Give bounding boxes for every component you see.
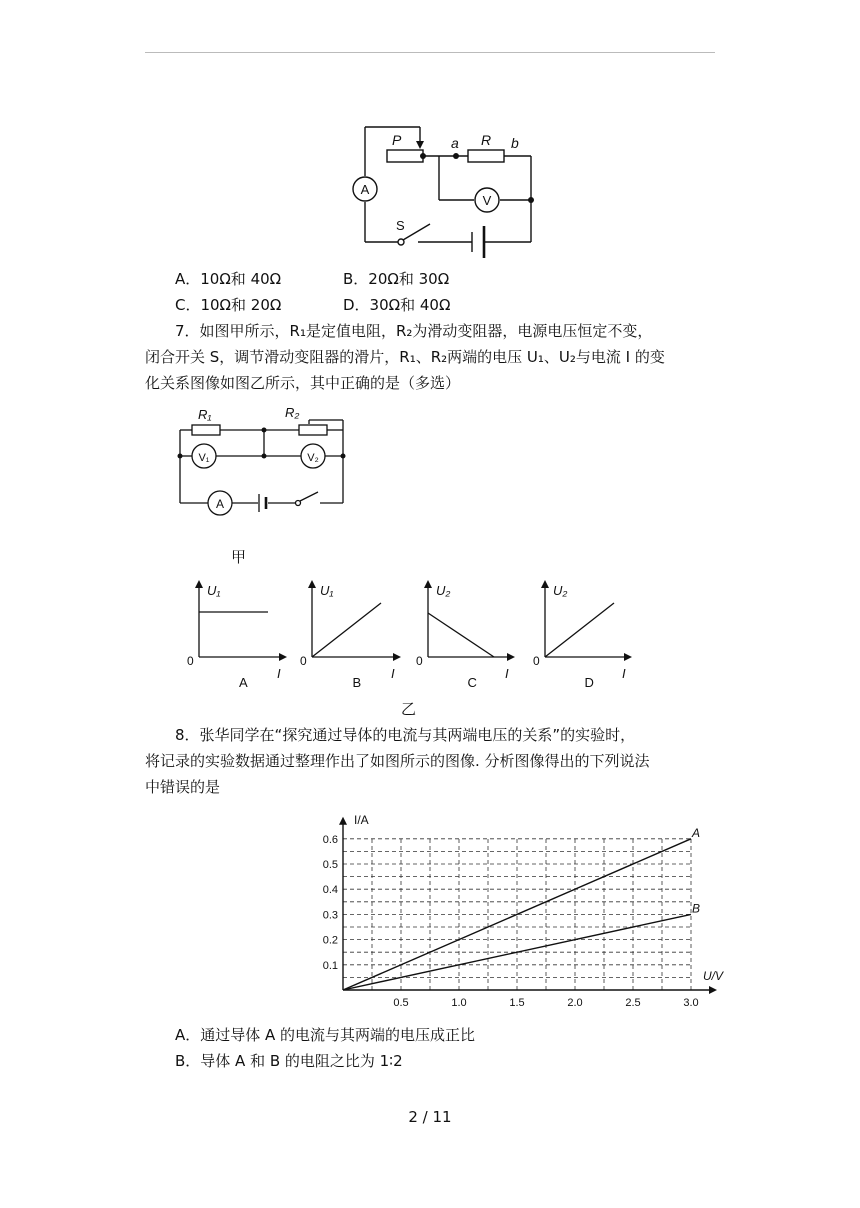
resistor-label: R xyxy=(481,132,492,148)
x-tick-label: 1.5 xyxy=(509,997,525,1009)
fig-jia-caption: 甲 xyxy=(231,548,247,566)
node-b-label: b xyxy=(511,135,519,151)
series-label-a: A xyxy=(692,825,701,840)
q7-text-line1: 7．如图甲所示，R₁是定值电阻，R₂为滑动变阻器，电源电压恒定不变， xyxy=(175,322,653,340)
y-axis-arrow-icon xyxy=(339,817,347,825)
slider-label: P xyxy=(392,132,402,148)
r2-label: R₂ xyxy=(285,405,300,420)
graph-y-label: U₁ xyxy=(320,583,334,598)
q6-option-c: C．10Ω和 20Ω xyxy=(175,296,282,314)
x-axis-label: U/V xyxy=(703,969,724,983)
q8-text-line1: 8．张华同学在“探究通过导体的电流与其两端电压的关系”的实验时， xyxy=(175,726,636,744)
x-tick-label: 1.0 xyxy=(451,997,467,1009)
graph-x-label: I xyxy=(505,666,509,681)
y-tick-label: 0.4 xyxy=(322,884,338,897)
y-axis-label: I/A xyxy=(354,812,369,827)
series-label-b: B xyxy=(692,901,701,916)
node-a-label: a xyxy=(451,135,459,151)
x-tick-label: 0.5 xyxy=(393,997,409,1009)
graph-y-label: U₂ xyxy=(436,583,451,598)
q7-text-line2: 闭合开关 S，调节滑动变阻器的滑片，R₁、R₂两端的电压 U₁、U₂与电流 I 的变 xyxy=(145,348,665,366)
graph-origin-label: 0 xyxy=(533,654,540,668)
switch-label: S xyxy=(396,218,405,233)
graph-caption: B xyxy=(352,675,362,690)
graph-caption: C xyxy=(467,675,477,690)
q7-text-line3: 化关系图像如图乙所示，其中正确的是（多选） xyxy=(145,374,461,392)
q8-option-a: A．通过导体 A 的电流与其两端的电压成正比 xyxy=(175,1026,476,1044)
fig-yi-caption: 乙 xyxy=(401,700,417,718)
graph-origin-label: 0 xyxy=(300,654,307,668)
x-axis-arrow-icon xyxy=(709,986,717,994)
graph-origin-label: 0 xyxy=(416,654,423,668)
x-tick-label: 3.0 xyxy=(683,997,699,1009)
voltmeter-label: V xyxy=(482,193,492,208)
y-tick-label: 0.3 xyxy=(322,909,338,922)
page-number: 2 / 11 xyxy=(408,1108,452,1126)
graph-x-label: I xyxy=(622,666,626,681)
graph-y-label: U₂ xyxy=(553,583,568,598)
y-tick-label: 0.5 xyxy=(322,859,338,871)
graph-origin-label: 0 xyxy=(187,654,194,668)
q8-option-b: B．导体 A 和 B 的电阻之比为 1∶2 xyxy=(175,1052,403,1070)
y-tick-label: 0.2 xyxy=(322,934,338,947)
v2-label: V₂ xyxy=(307,452,319,464)
graph-x-label: I xyxy=(277,666,281,681)
graph-caption: A xyxy=(239,675,248,690)
y-tick-label: 0.1 xyxy=(322,959,338,972)
q6-option-b: B．20Ω和 30Ω xyxy=(343,270,450,288)
graph-caption: D xyxy=(584,675,594,690)
r1-label: R₁ xyxy=(198,407,212,422)
x-tick-label: 2.5 xyxy=(625,997,641,1009)
graph-y-label: U₁ xyxy=(207,583,221,598)
x-tick-label: 2.0 xyxy=(567,997,583,1009)
graph-x-label: I xyxy=(391,666,395,681)
q8-text-line2: 将记录的实验数据通过整理作出了如图所示的图像. 分析图像得出的下列说法 xyxy=(145,752,650,770)
q8-text-line3: 中错误的是 xyxy=(145,778,221,796)
q7-ammeter-label: A xyxy=(215,497,225,511)
q6-option-a: A．10Ω和 40Ω xyxy=(175,270,282,288)
v1-label: V₁ xyxy=(198,452,210,464)
ammeter-label: A xyxy=(360,182,370,197)
q6-option-d: D．30Ω和 40Ω xyxy=(343,296,451,314)
y-tick-label: 0.6 xyxy=(322,833,338,846)
